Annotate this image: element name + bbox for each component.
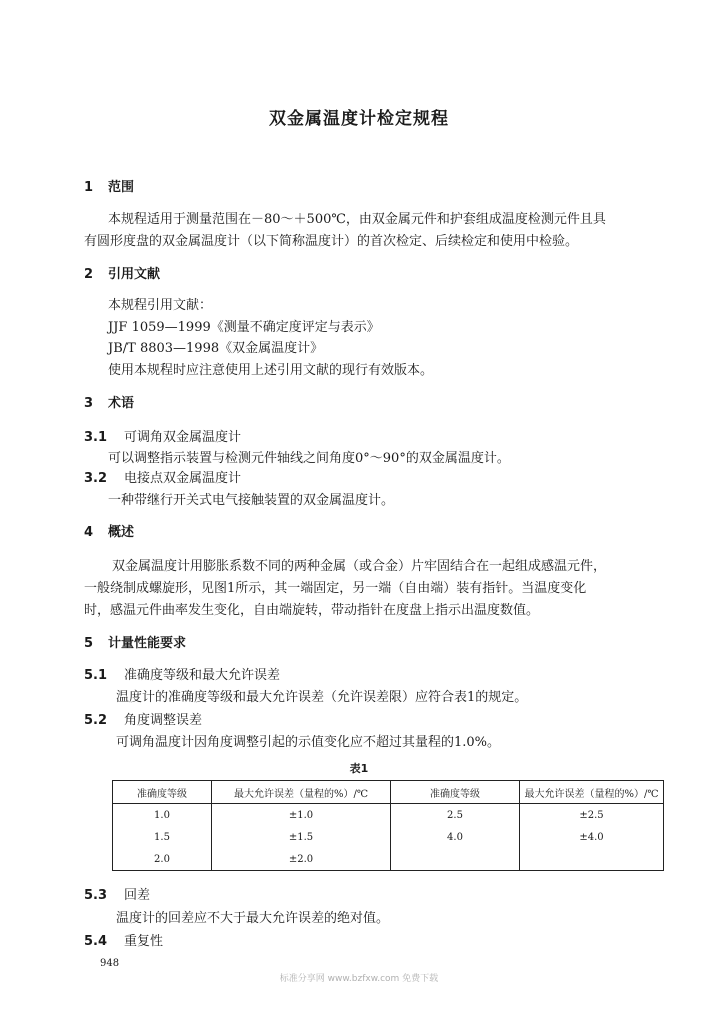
paragraph-line: 温度计的回差应不大于最大允许误差的绝对值。 bbox=[116, 911, 390, 926]
section-title: 引用文献 bbox=[108, 267, 161, 282]
page-number: 948 bbox=[100, 958, 120, 969]
section-1-heading bbox=[84, 176, 134, 195]
table-cell: 2.0 bbox=[113, 848, 212, 871]
table-cell: ±1.5 bbox=[212, 826, 391, 848]
section-number: 1 bbox=[84, 180, 94, 195]
paragraph-line: 一种带继行开关式电气接触装置的双金属温度计。 bbox=[108, 493, 395, 508]
table-header-cell: 最大允许误差（量程的%）/℃ bbox=[520, 781, 664, 804]
subsection-title: 准确度等级和最大允许误差 bbox=[124, 668, 281, 683]
subsection-3-1-heading bbox=[84, 426, 241, 445]
section-title: 概述 bbox=[108, 525, 135, 540]
subsection-5-1-heading bbox=[84, 664, 280, 683]
document-title: 双金属温度计检定规程 bbox=[269, 109, 449, 129]
subsection-3-2-heading bbox=[84, 467, 241, 486]
watermark-text: 标准分享网 www.bzfxw.com 免费下载 bbox=[279, 974, 439, 984]
subsection-title: 可调角双金属温度计 bbox=[124, 430, 242, 445]
subsection-number: 3.2 bbox=[84, 471, 108, 486]
table-cell: ±2.0 bbox=[212, 848, 391, 871]
reference-item: JB/T 8803—1998《双金属温度计》 bbox=[108, 341, 324, 356]
table-cell: ±4.0 bbox=[520, 826, 664, 848]
subsection-number: 5.1 bbox=[84, 668, 108, 683]
subsection-title: 回差 bbox=[124, 888, 151, 903]
subsection-5-4-heading bbox=[84, 930, 163, 949]
table-cell: ±1.0 bbox=[212, 804, 391, 827]
table-header-cell: 准确度等级 bbox=[391, 781, 520, 804]
paragraph-line: 可调角温度计因角度调整引起的示值变化应不超过其量程的1.0%。 bbox=[116, 735, 501, 750]
paragraph-line: 本规程引用文献： bbox=[108, 298, 213, 313]
subsection-number: 5.2 bbox=[84, 713, 108, 728]
paragraph-line: 温度计的准确度等级和最大允许误差（允许误差限）应符合表1的规定。 bbox=[116, 690, 528, 705]
table-caption: 表1 bbox=[349, 762, 369, 775]
table-cell: ±2.5 bbox=[520, 804, 664, 827]
table-cell bbox=[520, 848, 664, 871]
table-cell: 4.0 bbox=[391, 826, 520, 848]
table-header-cell: 准确度等级 bbox=[113, 781, 212, 804]
section-number: 3 bbox=[84, 396, 94, 411]
reference-item: JJF 1059—1999《测量不确定度评定与表示》 bbox=[108, 320, 380, 335]
table-row bbox=[113, 826, 664, 848]
subsection-5-2-heading bbox=[84, 709, 202, 728]
section-title: 计量性能要求 bbox=[108, 636, 187, 651]
section-title: 范围 bbox=[108, 180, 135, 195]
paragraph-line: 有圆形度盘的双金属温度计（以下简称温度计）的首次检定、后续检定和使用中检验。 bbox=[84, 234, 579, 249]
subsection-title: 电接点双金属温度计 bbox=[124, 471, 242, 486]
table-cell bbox=[391, 848, 520, 871]
table-row bbox=[113, 804, 664, 827]
section-title: 术语 bbox=[108, 396, 135, 411]
paragraph-line: 使用本规程时应注意使用上述引用文献的现行有效版本。 bbox=[108, 363, 434, 378]
paragraph-line: 本规程适用于测量范围在－80～＋500℃，由双金属元件和护套组成温度检测元件且具 bbox=[108, 212, 606, 227]
section-4-heading bbox=[84, 521, 134, 540]
accuracy-table bbox=[112, 780, 664, 871]
subsection-title: 重复性 bbox=[124, 934, 164, 949]
subsection-5-3-heading bbox=[84, 884, 150, 903]
table-cell: 1.0 bbox=[113, 804, 212, 827]
table-header-cell: 最大允许误差（量程的%）/℃ bbox=[212, 781, 391, 804]
table-row bbox=[113, 848, 664, 871]
section-number: 2 bbox=[84, 267, 94, 282]
section-number: 4 bbox=[84, 525, 94, 540]
paragraph-line: 一般绕制成螺旋形，见图1所示，其一端固定，另一端（自由端）装有指针。当温度变化 bbox=[84, 581, 587, 596]
subsection-number: 5.3 bbox=[84, 888, 108, 903]
subsection-title: 角度调整误差 bbox=[124, 713, 203, 728]
table-cell: 2.5 bbox=[391, 804, 520, 827]
table-cell: 1.5 bbox=[113, 826, 212, 848]
paragraph-line: 可以调整指示装置与检测元件轴线之间角度0°～90°的双金属温度计。 bbox=[108, 451, 510, 466]
paragraph-line: 时，感温元件曲率发生变化，自由端旋转，带动指针在度盘上指示出温度数值。 bbox=[84, 603, 540, 618]
table-header-row bbox=[113, 781, 664, 804]
section-number: 5 bbox=[84, 636, 94, 651]
section-2-heading bbox=[84, 263, 160, 282]
subsection-number: 5.4 bbox=[84, 934, 108, 949]
section-5-heading bbox=[84, 632, 186, 651]
paragraph-line: 双金属温度计用膨胀系数不同的两种金属（或合金）片牢固结合在一起组成感温元件， bbox=[112, 559, 607, 574]
section-3-heading bbox=[84, 392, 134, 411]
subsection-number: 3.1 bbox=[84, 430, 108, 445]
